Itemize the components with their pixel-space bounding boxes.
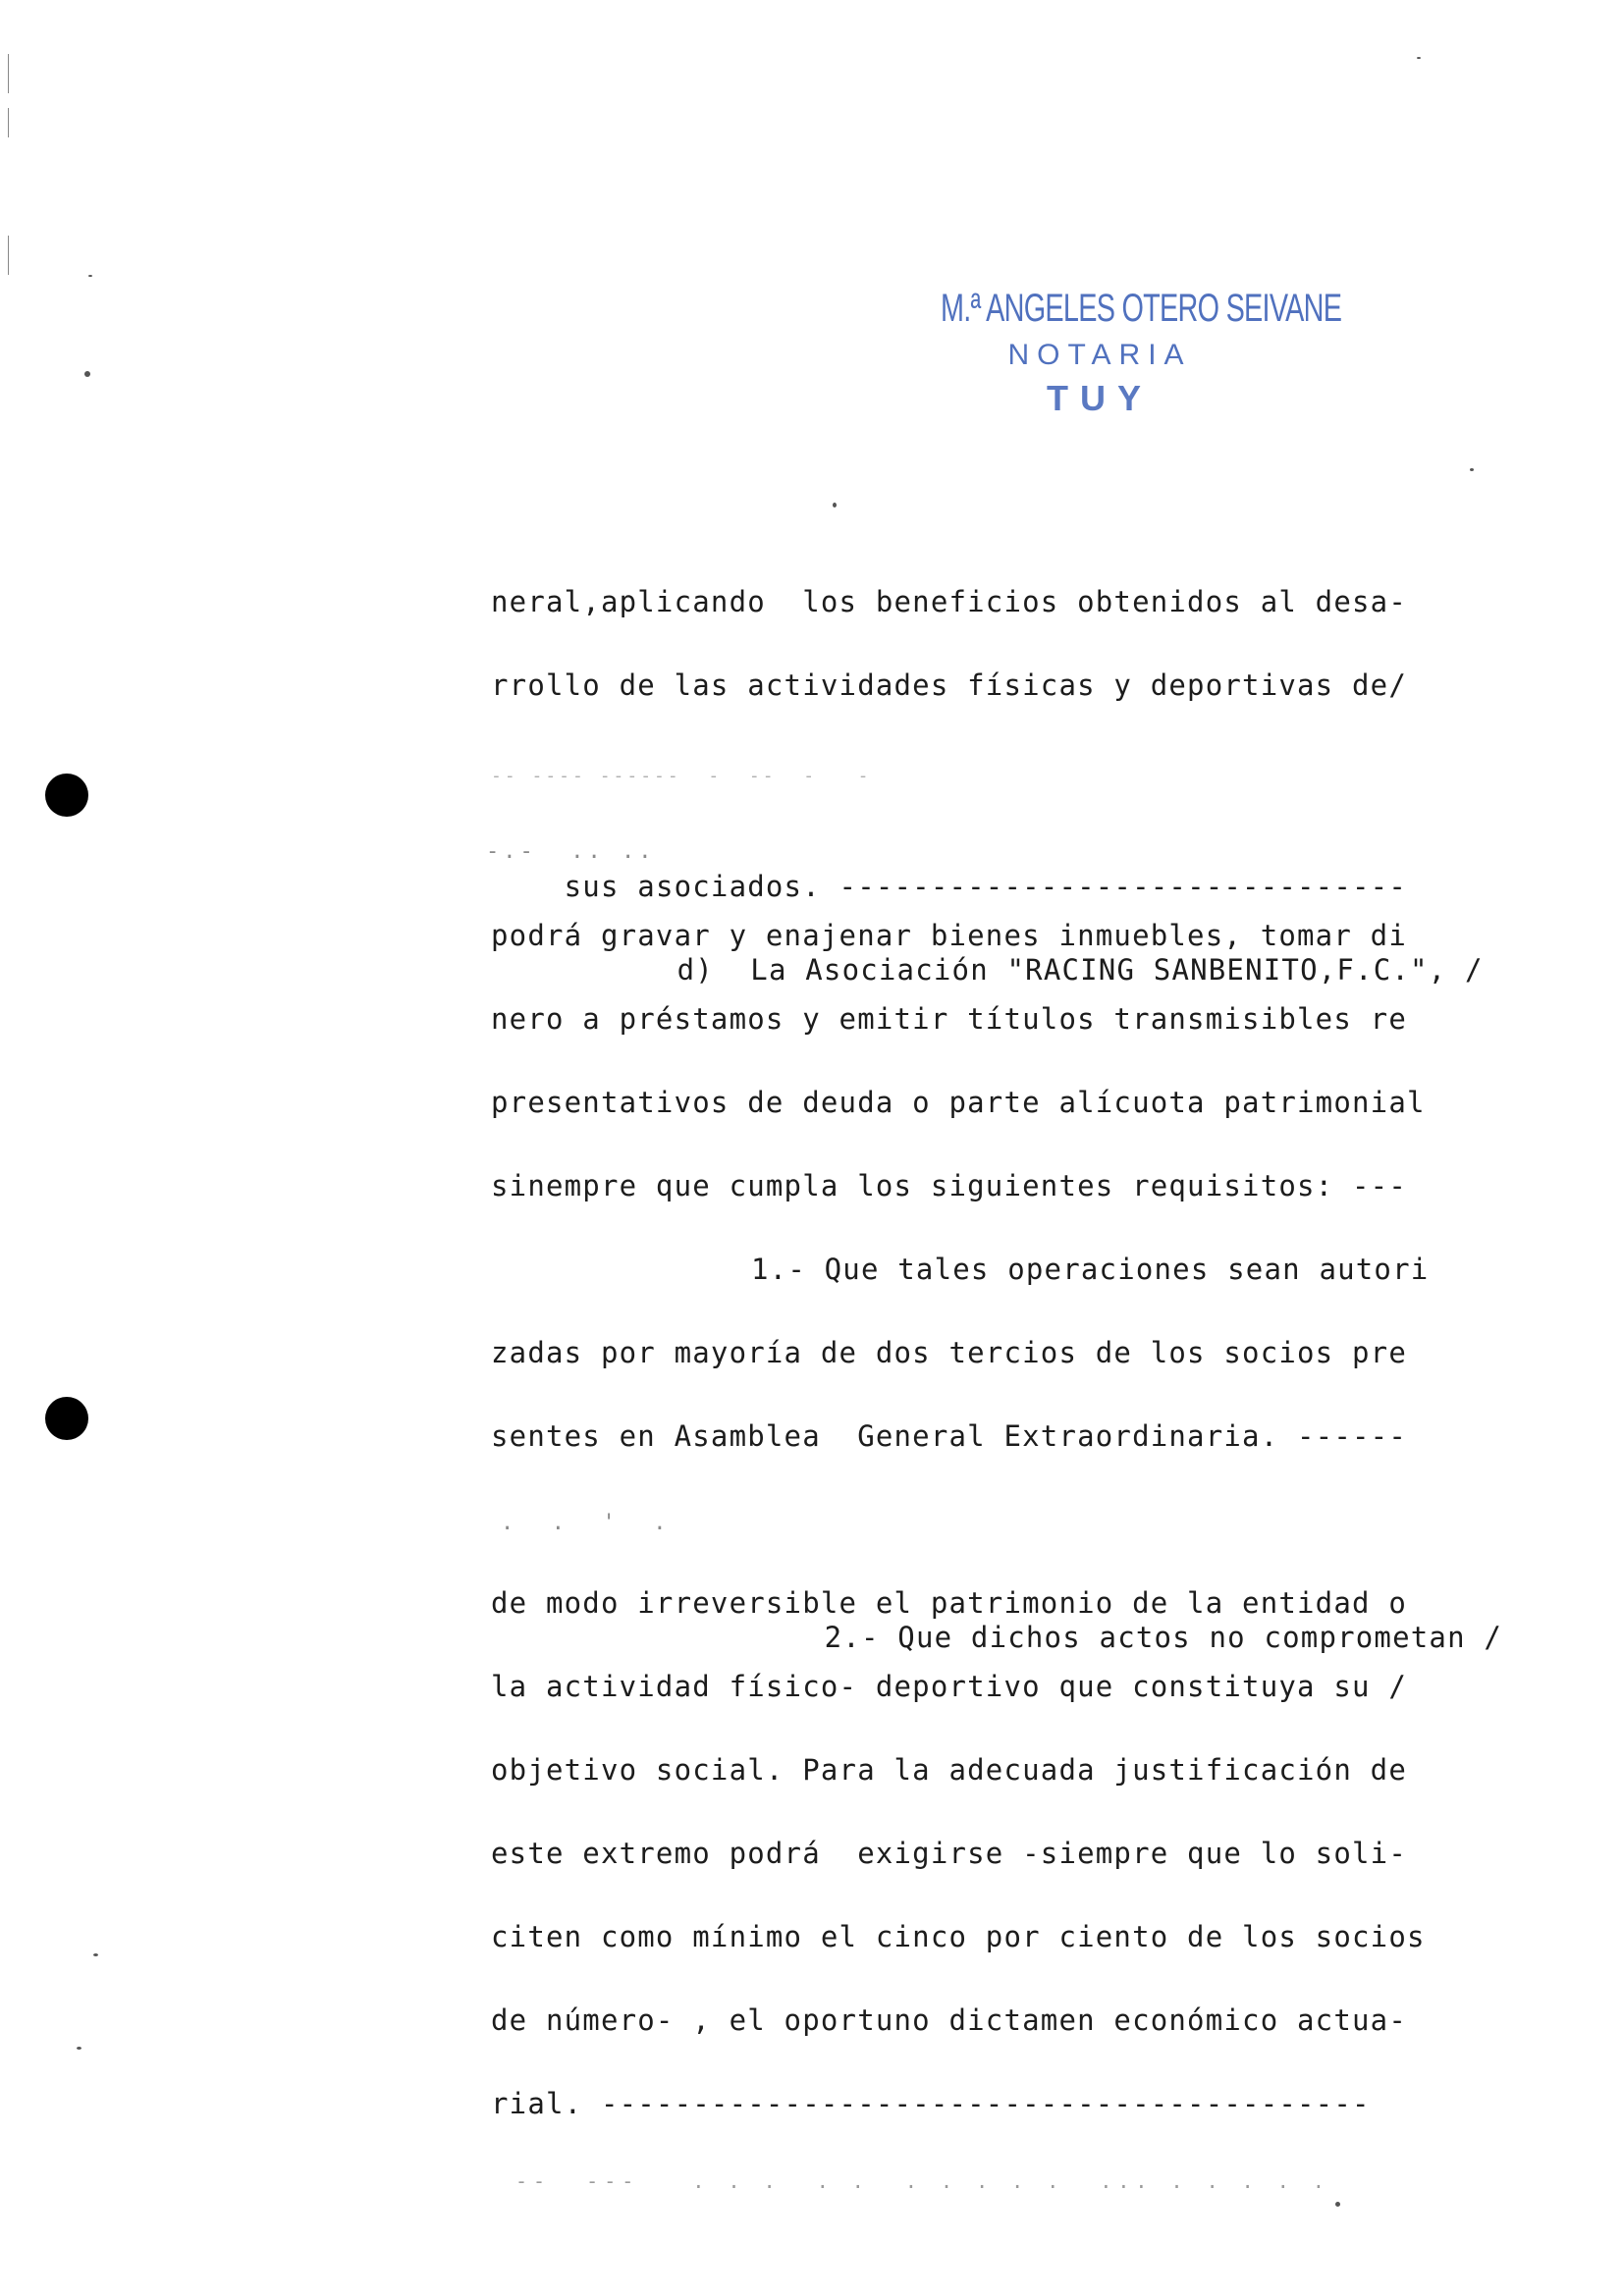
text-line: citen como mínimo el cinco por ciento de los socios [491, 1920, 1426, 1953]
text-line [491, 739, 1532, 903]
text-line: la actividad físico- deportivo que constituya su / [491, 1670, 1407, 1703]
scan-speck [88, 275, 92, 277]
text-line: de modo irreversible el patrimonio de la entidad o [491, 1586, 1407, 1620]
scan-speck [833, 503, 837, 507]
stamp-notary-name: M.ª ANGELES OTERO SEIVANE [941, 287, 1342, 330]
scan-speck [1417, 57, 1421, 59]
stamp-title: NOTARIA [1007, 339, 1192, 371]
notary-stamp [879, 285, 1342, 420]
text-line: neral,aplicando los beneficios obtenidos al desa- [491, 585, 1407, 618]
text-line-content: d) La Asociación "RACING SANBENITO,F.C.", / [676, 953, 1484, 987]
scan-edge-mark [8, 108, 9, 137]
scan-speck [93, 1953, 98, 1956]
text-line: 1.- Que tales operaciones sean autori [751, 1253, 1430, 1286]
text-line: de número- , el oportuno dictamen económico actua- [491, 2003, 1407, 2037]
text-line-content: sus asociados. ------------------------------- [564, 870, 1407, 903]
punch-hole [45, 1397, 88, 1440]
text-line: sentes en Asamblea General Extraordinaria. ------ [491, 1419, 1407, 1453]
text-line: podrá gravar y enajenar bienes inmuebles, tomar di [491, 919, 1407, 952]
scan-edge-mark [8, 236, 9, 275]
text-line: rrollo de las actividades físicas y deportivas de/ [491, 668, 1407, 702]
text-line: este extremo podrá exigirse -siempre que lo soli- [491, 1837, 1407, 1870]
text-line: nero a préstamos y emitir títulos transmisibles re [491, 1002, 1407, 1036]
scan-edge-mark [8, 54, 9, 93]
text-line: objetivo social. Para la adecuada justificación de [491, 1753, 1407, 1787]
stamp-city: TUY [1047, 378, 1153, 418]
scan-speck [84, 371, 90, 377]
faint-overline-mark: -- ---- ------ - -- - - [491, 766, 872, 786]
dot-marks: . . ' . [501, 1511, 671, 1535]
text-line-content: 2.- Que dichos actos no comprometan / [824, 1621, 1503, 1654]
document-body [486, 572, 1532, 2158]
text-line: rial. ------------------------------------------ [491, 2087, 1371, 2120]
scan-speck [1335, 2202, 1340, 2207]
struck-mark: -.- .. .. [486, 839, 656, 864]
faint-trailing-marks: -- --- . . . . . . . . . . ... . . . . . [515, 2169, 1330, 2193]
scan-speck [77, 2047, 81, 2050]
text-line: presentativos de deuda o parte alícuota patrimonial [491, 1086, 1426, 1119]
text-line: sinempre que cumpla los siguientes requisitos: --- [491, 1169, 1407, 1202]
text-line: zadas por mayoría de dos tercios de los socios pre [491, 1336, 1407, 1369]
scan-speck [1470, 468, 1474, 471]
punch-hole [45, 774, 88, 817]
